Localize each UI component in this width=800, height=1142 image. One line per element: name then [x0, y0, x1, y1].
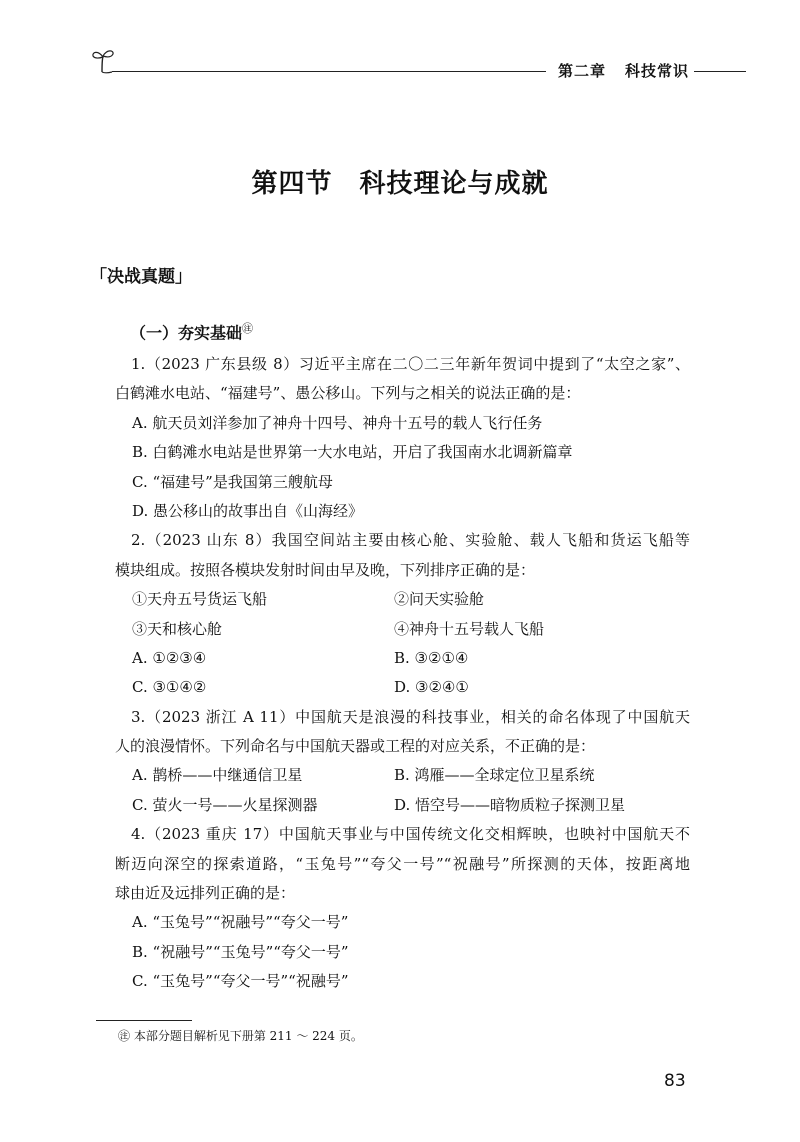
question-4-option-c: C. “玉兔号”“夸父一号”“祝融号” [132, 972, 349, 991]
question-4-option-b: B. “祝融号”“玉兔号”“夸父一号” [132, 942, 349, 961]
question-2-option-c: C. ③①④② [132, 678, 207, 697]
header-rule-right [694, 71, 746, 72]
question-2-item-2: ②问天实验舱 [394, 590, 485, 609]
question-3-stem: 3.（2023 浙江 A 11）中国航天是浪漫的科技事业，相关的命名体现了中国航天 [131, 707, 690, 726]
question-1-option-a: A. 航天员刘洋参加了神舟十四号、神舟十五号的载人飞行任务 [132, 413, 543, 432]
header-chapter: 第二章 [558, 62, 607, 80]
question-4-option-a: A. “玉兔号”“祝融号”“夸父一号” [132, 913, 349, 932]
subsection-label: （一）夯实基础 [130, 323, 243, 343]
section-title: 第四节 科技理论与成就 [251, 169, 549, 199]
question-3-option-a: A. 鹊桥——中继通信卫星 [132, 766, 303, 785]
question-2-option-a: A. ①②③④ [132, 648, 207, 667]
question-2-options-row-2 [115, 673, 690, 702]
question-2-stem: 2.（2023 山东 8）我国空间站主要由核心舱、实验舱、载人飞船和货运飞船等 [131, 531, 690, 550]
question-1-stem: 1.（2023 广东县级 8）习近平主席在二〇二三年新年贺词中提到了“太空之家”、 [131, 355, 690, 373]
question-4-stem-cont-2: 球由近及远排列正确的是： [115, 884, 296, 903]
question-2-option-d: D. ③②④① [394, 678, 469, 697]
question-2-stem-cont: 模块组成。按照各模块发射时间由早及晚，下列排序正确的是： [115, 560, 536, 579]
question-2-item-4: ④神舟十五号载人飞船 [394, 619, 545, 638]
question-1-option-d: D. 愚公移山的故事出自《山海经》 [132, 501, 364, 520]
question-3-stem-cont: 人的浪漫情怀。下列命名与中国航天器或工程的对应关系，不正确的是： [115, 737, 596, 756]
question-3-options-row-1 [115, 761, 690, 790]
question-2-option-b: B. ③②①④ [394, 648, 469, 667]
footnote-rule [96, 1020, 192, 1021]
question-1-option-c: C. “福建号”是我国第三艘航母 [132, 472, 333, 491]
question-body [115, 350, 690, 997]
header-rule-left [112, 71, 546, 72]
page-number: 83 [664, 1071, 686, 1091]
question-1-option-b: B. 白鹤滩水电站是世界第一大水电站，开启了我国南水北调新篇章 [132, 443, 573, 462]
question-4-stem-cont-1: 断迈向深空的探索道路，“玉兔号”“夸父一号”“祝融号”所探测的天体，按距离地 [115, 854, 690, 873]
subsection-title [130, 320, 253, 343]
part-title: 「决战真题」 [90, 267, 192, 287]
question-2-item-3: ③天和核心舱 [132, 619, 223, 638]
question-2-options-row-1 [115, 644, 690, 673]
question-4-stem: 4.（2023 重庆 17）中国航天事业与中国传统文化交相辉映，也映衬中国航天不 [131, 825, 690, 844]
sprout-icon [90, 46, 116, 74]
question-3-options-row-2 [115, 791, 690, 820]
footnote-mark: ㊟ [242, 322, 254, 335]
question-2-items-row-2 [115, 615, 690, 644]
question-3-option-d: D. 悟空号——暗物质粒子探测卫星 [394, 795, 626, 814]
header-subject: 科技常识 [625, 62, 690, 80]
question-2-items-row-1 [115, 585, 690, 614]
question-3-option-b: B. 鸿雁——全球定位卫星系统 [394, 766, 595, 785]
question-1-stem-cont: 白鹤滩水电站、“福建号”、愚公移山。下列与之相关的说法正确的是： [115, 384, 581, 403]
question-3-option-c: C. 萤火一号——火星探测器 [132, 795, 318, 814]
question-2-item-1: ①天舟五号货运飞船 [132, 590, 268, 609]
footnote: ㊟ 本部分题目解析见下册第 211 ～ 224 页。 [118, 1029, 363, 1043]
